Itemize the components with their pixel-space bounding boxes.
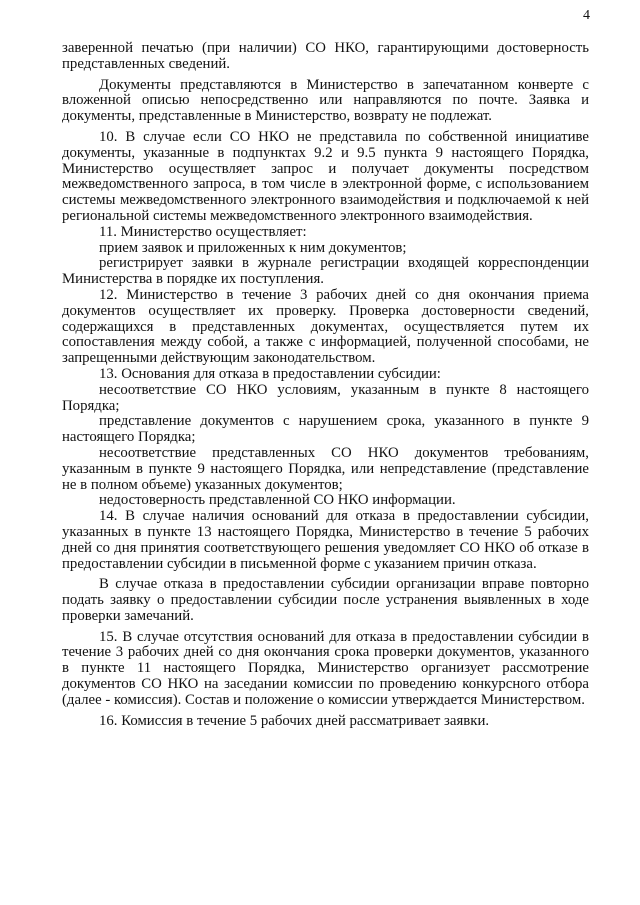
paragraph-2: Документы представляются в Министерство в запечатанном конверте с вложенной описью непосредственно или направляются по почте. Заявка и документы, представленные в Министерство, возврату не подлежат. bbox=[62, 76, 589, 125]
paragraph-6: регистрирует заявки в журнале регистрации входящей корреспонденции Министерства в порядке их поступления. bbox=[62, 255, 589, 288]
paragraph-1: заверенной печатью (при наличии) СО НКО, гарантирующими достоверность представленных сведений. bbox=[62, 40, 589, 72]
paragraph-15: 15. В случае отсутствия оснований для отказа в предоставлении субсидии в течение 3 рабочих дней со дня окончания срока проверки документов, указанного в пункте 11 настоящего Порядка, Министерство организует рассмотрение документов СО НКО на заседании комиссии по проведению конкурсного отбора (далее - комиссия). Состав и положение о комиссии утверждается Министерством. bbox=[62, 628, 589, 708]
paragraph-7: 12. Министерство в течение 3 рабочих дней со дня окончания приема документов осуществляет их проверку. Проверка достоверности сведений, содержащихся в представленных документах, осуществляется путем их сопоставления между собой, а также с информацией, полученной способами, не запрещенными действующим законодательством. bbox=[62, 286, 589, 367]
paragraph-16: 16. Комиссия в течение 5 рабочих дней рассматривает заявки. bbox=[99, 712, 490, 729]
document-body bbox=[62, 41, 589, 729]
paragraph-8: 13. Основания для отказа в предоставлении субсидии: bbox=[99, 365, 441, 382]
page-number: 4 bbox=[583, 8, 590, 23]
paragraph-4: 11. Министерство осуществляет: bbox=[99, 223, 307, 240]
paragraph-14: В случае отказа в предоставлении субсидии организации вправе повторно подать заявку о предоставлении субсидии после устранения выявленных в ходе проверки замечаний. bbox=[62, 576, 589, 624]
paragraph-5: прием заявок и приложенных к ним документов; bbox=[99, 239, 407, 256]
paragraph-13: 14. В случае наличия оснований для отказа в предоставлении субсидии, указанных в пункте 13 настоящего Порядка, Министерство в течение 5 рабочих дней со дня принятия соответствующего решения уведомляет СО НКО об отказе в предоставлении субсидии в письменной форме с указанием причин отказа. bbox=[62, 508, 589, 572]
paragraph-12: недостоверность представленной СО НКО информации. bbox=[99, 492, 456, 509]
paragraph-3: 10. В случае если СО НКО не представила по собственной инициативе документы, указанные в подпунктах 9.2 и 9.5 пункта 9 настоящего Порядка, Министерство осуществляет запрос и получает документы посредством межведомственного запроса, в том числе в электронной форме, с использованием системы межведомственного электронного взаимодействия и подключаемой к ней региональной системы межведомственного электронного взаимодействия. bbox=[62, 128, 589, 224]
paragraph-9: несоответствие СО НКО условиям, указанным в пункте 8 настоящего Порядка; bbox=[62, 381, 589, 414]
paragraph-10: представление документов с нарушением срока, указанного в пункте 9 настоящего Порядка; bbox=[62, 413, 589, 446]
paragraph-11: несоответствие представленных СО НКО документов требованиям, указанным в пункте 9 настоящего Порядка, или непредставление (представление не в полном объеме) указанных документов; bbox=[62, 444, 589, 493]
